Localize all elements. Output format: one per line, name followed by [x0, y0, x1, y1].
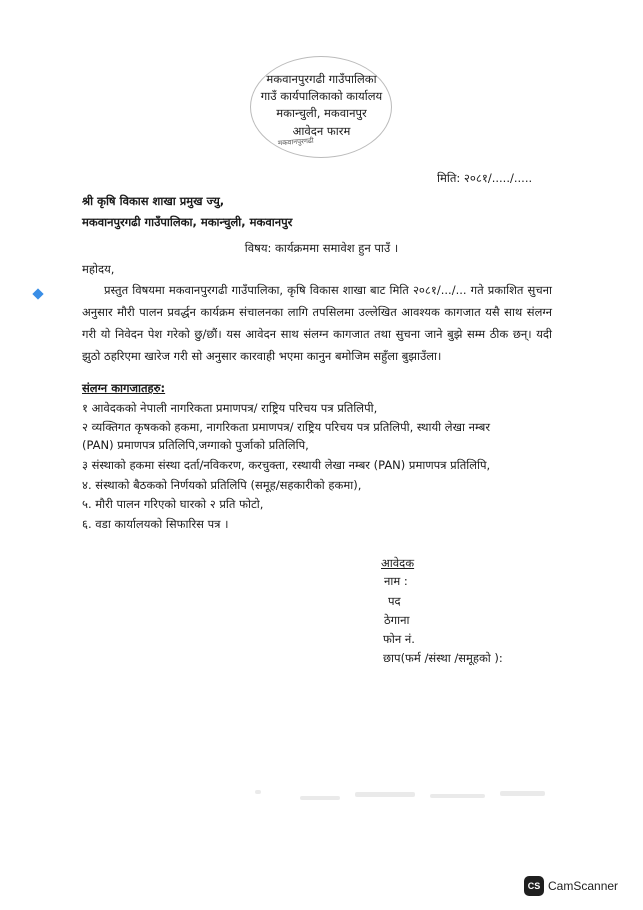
attachment-item: १ आवेदकको नेपाली नागरिकता प्रमाणपत्र/ राष्ट्रिय परिचय पत्र प्रतिलिपी, [82, 401, 378, 415]
header-location: मकान्चुली, मकवानपुर [276, 106, 367, 120]
addressee-line-2: मकवानपुरगढी गाउँपालिका, मकान्चुली, मकवानपुर [82, 215, 293, 229]
scan-marker-icon [32, 288, 43, 299]
attachments-heading: संलग्न कागजातहरु: [82, 381, 166, 395]
header-office: गाउँ कार्यपालिकाको कार्यालय [260, 89, 383, 103]
attachment-item: ४. संस्थाको बैठकको निर्णयको प्रतिलिपि (समूह/सहकारीको हकमा), [82, 478, 362, 492]
applicant-stamp-label: छाप(फर्म /संस्था /समूहको ): [383, 651, 503, 665]
date-line: मिति: २०८१/...../..... [437, 171, 533, 185]
attachment-item: २ व्यक्तिगत कृषकको हकमा, नागरिकता प्रमाणपत्र/ राष्ट्रिय परिचय पत्र प्रतिलिपी, स्थायी लेखा नम्बर [82, 420, 491, 434]
header-form-title: आवेदन फारम [292, 124, 351, 138]
salutation: महोदय, [82, 262, 115, 276]
scan-smudge [300, 796, 340, 800]
applicant-heading: आवेदक [381, 556, 415, 570]
camscanner-watermark: CamScanner [548, 879, 619, 893]
attachment-item: (PAN) प्रमाणपत्र प्रतिलिपि,जग्गाको पुर्जाको प्रतिलिपि, [82, 438, 309, 452]
scan-smudge [355, 792, 415, 797]
applicant-post-label: पद [388, 594, 401, 608]
applicant-phone-label: फोन नं. [383, 632, 415, 646]
attachment-item: ६. वडा कार्यालयको सिफारिस पत्र । [82, 517, 229, 531]
applicant-name-label: नाम : [384, 574, 408, 588]
scan-smudge [500, 791, 545, 796]
applicant-address-label: ठेगाना [384, 613, 410, 627]
body-paragraph [82, 279, 552, 367]
scan-smudge [255, 790, 261, 794]
body-text: प्रस्तुत विषयमा मकवानपुरगढी गाउँपालिका, कृषि विकास शाखा बाट मिति २०८१/.../... गते प्रकाशित सुचना अनुसार मौरी पालन प्रवर्द्धन कार्यक्रम संचालनका लागि तपसिलमा उल्लेखित आवश्यक कागजात यसै साथ संलग्न गरी यो निवेदन पेश गरेको छु/छौं। यस आवेदन साथ संलग्न कागजात तथा सुचना जाने बुझे सम्म ठीक छन्। यदी झुठो ठहरिएमा खारेज गरी सो अनुसार कारवाही भएमा कानुन बमोजिम सहुँला बुझाउँला। [82, 283, 552, 363]
camscanner-logo-icon: CS [524, 876, 544, 896]
scan-smudge [430, 794, 485, 798]
subject-line: विषय: कार्यक्रममा समावेश हुन पाउँ । [244, 241, 399, 255]
header-municipality: मकवानपुरगढी गाउँपालिका [266, 72, 377, 86]
attachment-item: ५. मौरी पालन गरिएको घारको २ प्रति फोटो, [82, 497, 264, 511]
seal-text: मकवानपुरगढी [277, 136, 314, 148]
addressee-line-1: श्री कृषि विकास शाखा प्रमुख ज्यु, [82, 194, 225, 208]
attachment-item: ३ संस्थाको हकमा संस्था दर्ता/नविकरण, करचुक्ता, रस्थायी लेखा नम्बर (PAN) प्रमाणपत्र प्रतिलिपि, [82, 458, 491, 472]
